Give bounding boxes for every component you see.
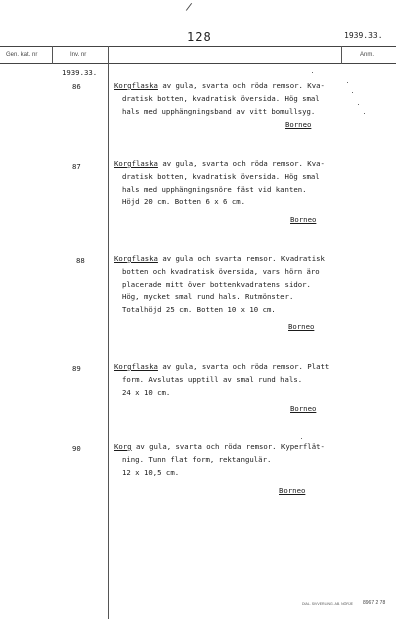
entry-object-type: Korgflaska [114,159,158,168]
origin-borneo-90: Borneo [279,486,306,495]
entry-text: av gula, svarta och röda remsor. Platt [157,362,330,371]
inv-number-86: 86 [72,82,81,91]
entry-description-90 [114,441,325,479]
entry-line: placerade mitt över bottenkvadratens sidor. [122,279,311,289]
column-divider-gen-inv [52,46,53,64]
origin-borneo-86: Borneo [285,120,312,129]
year-label: 1939.33. [62,68,98,77]
page-number: 128 [187,30,212,44]
column-divider-inv-desc [108,46,109,619]
entry-object-type: Korgflaska [114,362,158,371]
entry-line: Höjd 20 cm. Botten 6 x 6 cm. [122,197,246,207]
entry-text: av gula, svarta och röda remsor. Kyperflät- [131,442,325,451]
entry-description-88 [114,253,325,317]
entry-object-type: Korgflaska [114,254,158,263]
entry-line: form. Avslutas upptill av smal rund hals. [122,374,303,384]
column-header-inv-nr: Inv. nr [70,52,87,58]
printer-imprint: DIAL. SIVVERLING. AB. NÖRJE [302,602,353,606]
entry-description-86 [114,80,325,118]
entry-line: 12 x 10,5 cm. [122,467,180,477]
faint-mark [312,72,313,73]
entry-text: av gula och svarta remsor. Kvadratisk [157,254,325,263]
form-code: 8967 2 78 [363,600,386,606]
entry-line: Hög, mycket smal rund hals. Rutmönster. [122,292,294,302]
entry-first-line [114,441,325,454]
faint-mark [358,104,359,105]
entry-first-line [114,253,325,266]
entry-description-87 [114,158,325,209]
inv-number-88: 88 [76,256,85,265]
faint-mark [347,82,348,83]
entry-first-line [114,80,325,93]
entry-first-line [114,158,325,171]
inv-number-90: 90 [72,444,81,453]
pen-mark: / [184,1,194,14]
header-year: 1939.33. [344,31,383,40]
entry-text: av gula, svarta och röda remsor. Kva- [157,81,325,90]
entry-line: ning. Tunn flat form, rektangulär. [122,454,272,464]
entry-object-type: Korg [114,442,132,451]
faint-mark [352,92,353,93]
column-header-anm: Anm. [360,52,375,58]
faint-mark [364,113,365,114]
inv-number-89: 89 [72,364,81,373]
header-rule-top [0,46,396,47]
entry-first-line [114,361,329,374]
entry-line: dratisk botten, kvadratisk översida. Hög smal [122,171,320,181]
entry-object-type: Korgflaska [114,81,158,90]
entry-text: av gula, svarta och röda remsor. Kva- [157,159,325,168]
entry-description-89 [114,361,329,399]
origin-borneo-87: Borneo [290,215,317,224]
entry-line: 24 x 10 cm. [122,387,171,397]
entry-line: hals med upphängningsnöre fäst vid kanten. [122,184,307,194]
origin-borneo-89: Borneo [290,404,317,413]
origin-borneo-88: Borneo [288,322,315,331]
header-rule-bottom [0,63,396,64]
entry-line: botten och kvadratisk översida, vars hörn äro [122,266,320,276]
entry-line: dratisk botten, kvadratisk översida. Hög smal [122,93,320,103]
entry-line: hals med upphängningsband av vitt bomullsyg. [122,106,316,116]
faint-mark [301,438,302,439]
entry-line: Totalhöjd 25 cm. Botten 10 x 10 cm. [122,305,276,315]
inv-number-87: 87 [72,162,81,171]
column-header-gen-kat-nr: Gen. kat. nr [6,52,38,58]
column-divider-desc-anm [341,46,342,64]
